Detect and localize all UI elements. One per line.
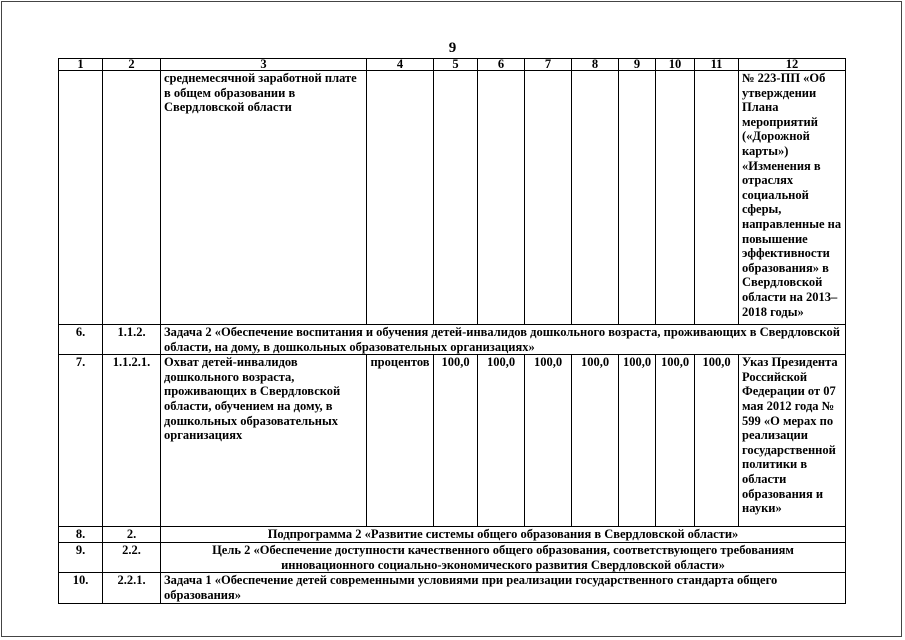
table-row [59,355,846,527]
row-number: 8. [59,527,103,543]
row-code: 1.1.2.1. [103,355,161,527]
row-code: 2.2. [103,543,161,573]
table-row [59,543,846,573]
value-cell: 100,0 [478,355,525,527]
value-cell: 100,0 [434,355,478,527]
col-header-9: 9 [619,59,656,71]
indicators-table [58,58,846,604]
subprogram-cell: Подпрограмма 2 «Развитие системы общего образования в Свердловской области» [161,527,846,543]
indicator-name-cell: Охват детей-инвалидов дошкольного возраста, проживающих в Свердловской области, обучением на дому, в дошкольных образовательных организациях [161,355,367,527]
unit-cell: процентов [367,355,434,527]
row-code: 2. [103,527,161,543]
row-number: 9. [59,543,103,573]
row-number: 10. [59,573,103,603]
goal-cell: Цель 2 «Обеспечение доступности качественного общего образования, соответствующего требованиям инновационного социально-экономического развития Свердловской области» [161,543,846,573]
col-header-5: 5 [434,59,478,71]
col-header-8: 8 [572,59,619,71]
col-header-1: 1 [59,59,103,71]
table-row [59,573,846,603]
task-cell: Задача 2 «Обеспечение воспитания и обучения детей-инвалидов дошкольного возраста, проживающих в Свердловской области, на дому, в дошкольных образовательных организациях» [161,325,846,355]
task-cell: Задача 1 «Обеспечение детей современными условиями при реализации государственного стандарта общего образования» [161,573,846,603]
row-code: 2.2.1. [103,573,161,603]
table-row [59,527,846,543]
col-header-2: 2 [103,59,161,71]
col-header-6: 6 [478,59,525,71]
col-header-7: 7 [525,59,572,71]
row-code: 1.1.2. [103,325,161,355]
source-cell: № 223-ПП «Об утверждении Плана мероприятий («Дорожной карты») «Изменения в отраслях социальной сферы, направленные на повышение эффективности образования» в Свердловской области на 2013–2018 годы» [739,71,846,325]
table-row [59,325,846,355]
table-row [59,71,846,325]
col-header-10: 10 [656,59,695,71]
value-cell: 100,0 [619,355,656,527]
value-cell: 100,0 [572,355,619,527]
value-cell: 100,0 [525,355,572,527]
column-number-row [59,59,846,71]
value-cell: 100,0 [695,355,739,527]
value-cell: 100,0 [656,355,695,527]
col-header-3: 3 [161,59,367,71]
row-number: 6. [59,325,103,355]
col-header-11: 11 [695,59,739,71]
source-cell: Указ Президента Российской Федерации от 07 мая 2012 года № 599 «О мерах по реализации государственной политики в области образования и науки» [739,355,846,527]
page-number: 9 [448,40,457,56]
col-header-12: 12 [739,59,846,71]
col-header-4: 4 [367,59,434,71]
row-number: 7. [59,355,103,527]
indicator-name-cell: среднемесячной заработной плате в общем образовании в Свердловской области [161,71,367,325]
